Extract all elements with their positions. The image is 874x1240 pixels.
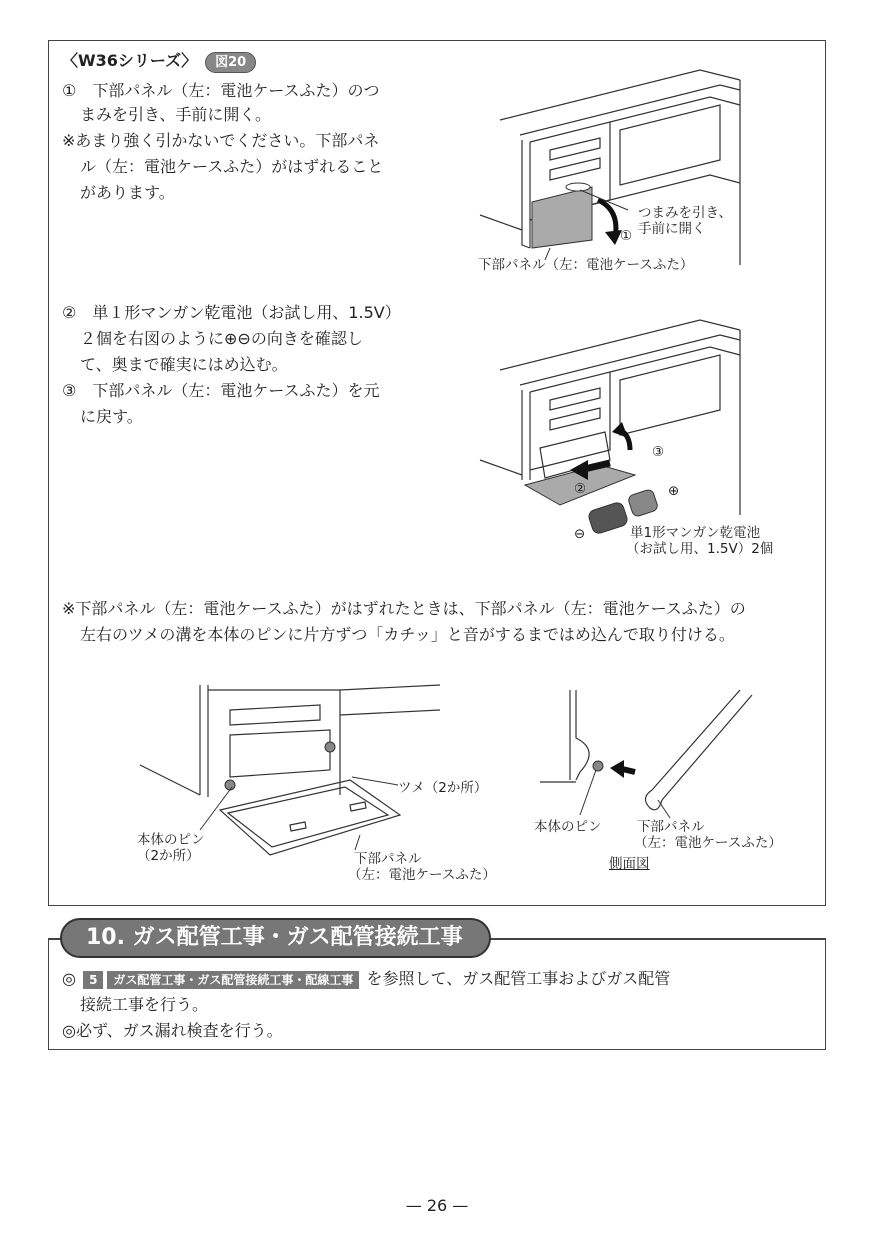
figure-insert-battery (470, 300, 770, 540)
ref-title: ガス配管工事・ガス配管接続工事・配線工事 (107, 971, 359, 989)
fig2-mark3: ③ (652, 444, 665, 460)
fig3-pin-label: 本体のピン (137, 832, 205, 848)
fig3-claw-label: ツメ（2か所） (398, 780, 488, 796)
fig3-panel-label: 下部パネル (354, 851, 422, 867)
step1-line1: ① 下部パネル（左：電池ケースふた）のつ (62, 81, 380, 100)
note2-line2: 左右のツメの溝を本体のピンに片方ずつ「カチッ」と音がするまではめ込んで取り付ける。 (80, 625, 735, 644)
note1-line2: ル（左：電池ケースふた）がはずれること (80, 157, 384, 176)
step1-line2: まみを引き、手前に開く。 (80, 105, 272, 124)
section-line2: 接続工事を行う。 (80, 995, 209, 1014)
fig1-callout-line1: つまみを引き、 (638, 205, 732, 221)
fig4-panel-sub: （左：電池ケースふた） (634, 835, 782, 851)
series-heading (62, 50, 256, 73)
step3-line2: に戻す。 (80, 407, 143, 426)
series-title: 〈W36シリーズ〉 (62, 51, 198, 70)
section-title: 10. ガス配管工事・ガス配管接続工事 (60, 918, 491, 958)
fig4-pin-label: 本体のピン (534, 819, 602, 835)
figure-open-panel (470, 50, 770, 280)
note1-line3: があります。 (80, 183, 175, 202)
fig1-callout-line2: 手前に開く (638, 221, 706, 237)
bullet-icon: ◎ (62, 969, 76, 988)
fig4-panel-label: 下部パネル (637, 819, 705, 835)
section-line1-rest: を参照して、ガス配管工事およびガス配管 (366, 969, 671, 988)
step3-line1: ③ 下部パネル（左：電池ケースふた）を元 (62, 381, 380, 400)
fig2-battery-line1: 単1形マンガン乾電池 (630, 525, 761, 541)
section-line1 (62, 968, 670, 990)
fig1-step-mark: ① (620, 228, 633, 244)
fig2-battery-line2: （お試し用、1.5V）2個 (626, 541, 774, 557)
note1-line1: ※あまり強く引かないでください。下部パネ (62, 131, 380, 150)
step2-line1: ② 単１形マンガン乾電池（お試し用、1.5V） (62, 303, 401, 322)
fig3-panel-sub: （左：電池ケースふた） (348, 867, 496, 883)
fig2-mark2: ② (574, 481, 587, 497)
ref-number: 5 (83, 971, 103, 989)
figure-side-view (540, 690, 780, 830)
note2-line1: ※下部パネル（左：電池ケースふた）がはずれたときは、下部パネル（左：電池ケースふた）の (62, 599, 746, 618)
page-number: — 26 — (405, 1196, 469, 1215)
fig1-panel-label: 下部パネル（左：電池ケースふた） (478, 257, 694, 273)
step2-line3: て、奥まで確実にはめ込む。 (80, 355, 288, 374)
fig2-plus: ⊕ (668, 483, 680, 499)
section-line3: ◎必ず、ガス漏れ検査を行う。 (62, 1021, 283, 1040)
step2-line2: ２個を右図のように⊕⊖の向きを確認し (80, 329, 363, 348)
fig2-minus: ⊖ (574, 526, 586, 542)
figure-badge: 図20 (205, 52, 256, 73)
fig3-pin-count: （2か所） (137, 848, 200, 864)
fig4-caption: 側面図 (609, 856, 650, 872)
